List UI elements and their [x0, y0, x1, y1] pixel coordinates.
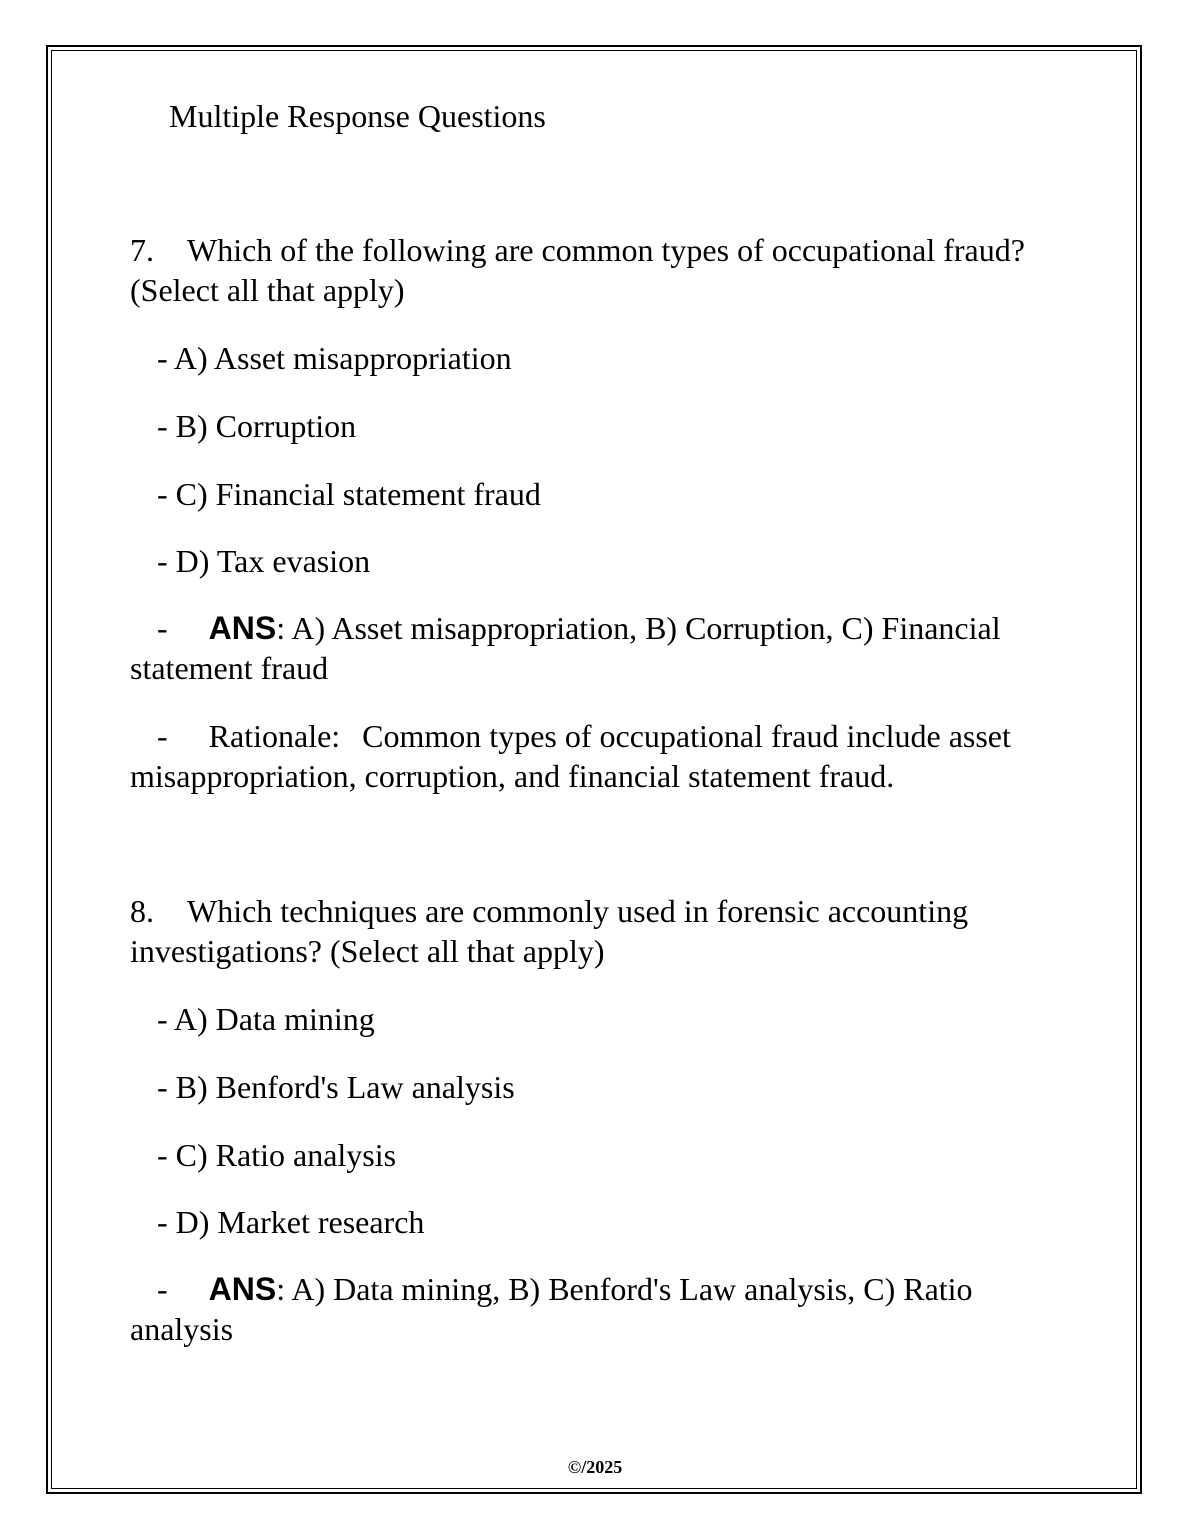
answer-dash: - — [157, 1271, 168, 1307]
question-text: Which of the following are common types of occupational fraud? (Select all that apply) — [130, 232, 1025, 308]
answer-label: ANS — [208, 610, 277, 646]
rationale-label: Rationale: — [208, 718, 341, 754]
section-title: Multiple Response Questions — [169, 98, 546, 134]
option-b: - B) Corruption — [157, 408, 357, 444]
option-a: - A) Asset misappropriation — [157, 340, 512, 376]
answer-text: : A) Asset misappropriation, B) Corruption, C) Financial statement fraud — [130, 610, 1001, 686]
answer-7 — [130, 608, 1070, 688]
question-number: 7. — [130, 232, 154, 268]
answer-text: : A) Data mining, B) Benford's Law analysis, C) Ratio analysis — [130, 1271, 973, 1347]
option-c: - C) Financial statement fraud — [157, 476, 541, 512]
question-text: Which techniques are commonly used in forensic accounting investigations? (Select all that apply) — [130, 893, 969, 969]
option-d: - D) Market research — [157, 1204, 425, 1240]
answer-label: ANS — [208, 1271, 277, 1307]
option-b: - B) Benford's Law analysis — [157, 1069, 515, 1105]
option-a: - A) Data mining — [157, 1001, 375, 1037]
question-8-stem — [130, 891, 1070, 971]
answer-dash: - — [157, 610, 168, 646]
rationale-dash: - — [157, 718, 168, 754]
question-number: 8. — [130, 893, 154, 929]
option-d: - D) Tax evasion — [157, 543, 371, 579]
question-7-stem — [130, 230, 1070, 310]
footer-copyright: ©/2025 — [567, 1457, 623, 1477]
rationale-7 — [130, 716, 1070, 796]
option-c: - C) Ratio analysis — [157, 1137, 397, 1173]
rationale-text: Common types of occupational fraud include asset misappropriation, corruption, and financial statement fraud. — [130, 718, 1011, 794]
answer-8 — [130, 1269, 1070, 1349]
